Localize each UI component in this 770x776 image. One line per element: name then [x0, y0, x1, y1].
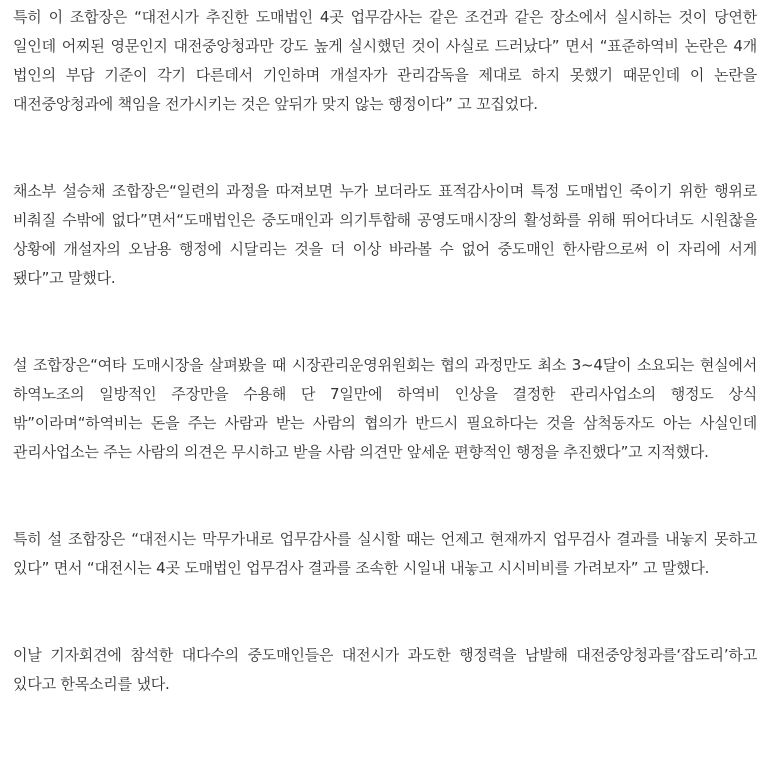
paragraph-4: 특히 설 조합장은 “대전시는 막무가내로 업무감사를 실시할 때는 언제고 현재까지 업무검사 결과를 내놓지 못하고 있다” 면서 “대전시는 4곳 도매법인 업무검사 결과를 조속한 시일내 내놓고 시시비비를 가려보자” 고 말했다.: [13, 530, 757, 577]
paragraph-3: 설 조합장은“여타 도매시장을 살펴봤을 때 시장관리운영위원회는 협의 과정만도 최소 3~4달이 소요되는 현실에서 하역노조의 일방적인 주장만을 수용해 단 7일만에 하역비 인상을 결정한 관리사업소의 행정도 상식 밖”이라며“하역비는 돈을 주는 사람과 받는 사람의 협의가 반드시 필요하다는 것을 삼척동자도 아는 사실인데 관리사업소는 주는 사람의 의견은 무시하고 받을 사람 의견만 앞세운 편향적인 행정을 추진했다”고 지적했다.: [13, 356, 757, 461]
paragraph-1: 특히 이 조합장은 “대전시가 추진한 도매법인 4곳 업무감사는 같은 조건과 같은 장소에서 실시하는 것이 당연한 일인데 어찌된 영문인지 대전중앙청과만 강도 높게 실시했던 것이 사실로 드러났다” 면서 “표준하역비 논란은 4개 법인의 부담 기준이 각기 다른데서 기인하며 개설자가 관리감독을 제대로 하지 못했기 때문인데 이 논란을 대전중앙청과에 책임을 전가시키는 것은 앞뒤가 맞지 않는 행정이다” 고 꼬집었다.: [13, 8, 757, 113]
paragraph-2: 채소부 설승채 조합장은“일련의 과정을 따져보면 누가 보더라도 표적감사이며 특정 도매법인 죽이기 위한 행위로 비춰질 수밖에 없다”면서“도매법인은 중도매인과 의기투합해 공영도매시장의 활성화를 위해 뛰어다녀도 시원찮을 상황에 개설자의 오남용 행정에 시달리는 것을 더 이상 바라볼 수 없어 중도매인 한사람으로써 이 자리에 서게 됐다”고 말했다.: [13, 182, 757, 287]
paragraph-5: 이날 기자회견에 참석한 대다수의 중도매인들은 대전시가 과도한 행정력을 남발해 대전중앙청과를‘잡도리’하고 있다고 한목소리를 냈다.: [13, 646, 757, 693]
article-body: [13, 3, 757, 699]
